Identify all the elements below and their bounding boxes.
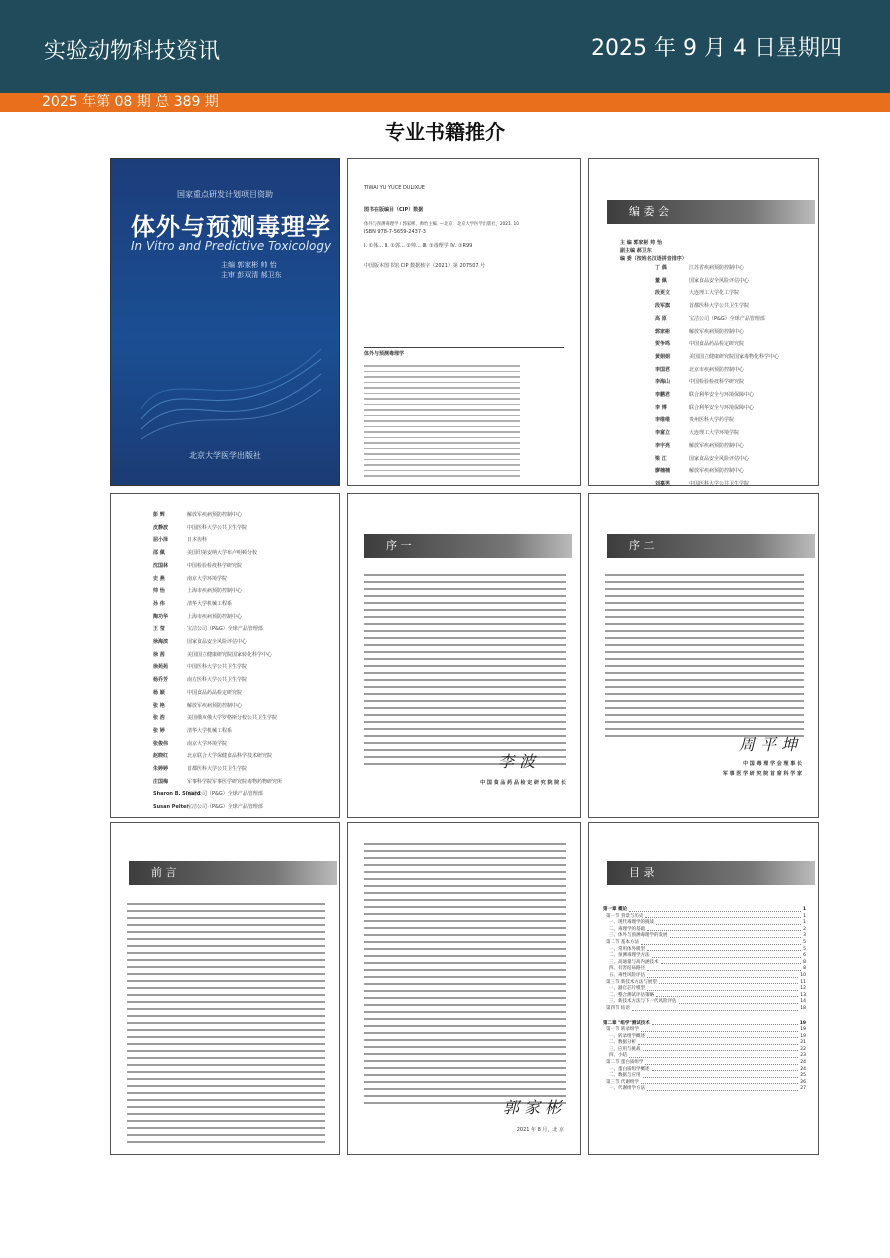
toc-entry-title: 三、新技术方法与下一代风险评估 (609, 999, 677, 1005)
toc-entry (603, 1060, 806, 1067)
foreword-date: 2021 年 8 月，北 京 (516, 1127, 564, 1133)
member-org: 中国检验检疫科学研究院 (689, 379, 745, 386)
toc-dot-leader (661, 960, 802, 965)
member-org: 国家食品安全风险评估中心 (689, 277, 750, 284)
member-name: 郭家彬 (655, 328, 671, 335)
member-org: 日本齿科 (187, 537, 208, 544)
toc-entry-page: 25 (800, 1073, 806, 1079)
toc-dot-leader (652, 1067, 799, 1072)
toc-dot-leader (638, 1040, 798, 1045)
member-org: 北京市疾病预防控制中心 (689, 366, 745, 373)
toc-entry-title: 二、毒理学的基础 (609, 926, 645, 932)
toc-entry-title: 第三节 新技术方法与展望 (606, 979, 657, 985)
publication-name: 实验动物科技资讯 (44, 39, 221, 64)
toc-entry-title: 一、现代毒理学的挑战 (609, 920, 654, 926)
toc-entry-page: 21 (800, 1040, 806, 1046)
toc-entry-page: 1 (803, 920, 806, 926)
toc-entry-title: 二、预测毒理学方法 (609, 953, 650, 959)
toc-entry-title: 第四节 结语 (606, 1005, 630, 1011)
toc-entry-title: 第二节 蛋白质组学 (606, 1060, 644, 1066)
member-name: 高 原 (655, 315, 667, 322)
member-name: 段更文 (655, 290, 671, 297)
foreword-heading: 前 言 (129, 861, 337, 885)
toc-entry (603, 907, 806, 914)
isbn: ISBN 978-7-5659-2437-3 (364, 229, 426, 235)
member-name: 徐海滨 (153, 639, 169, 646)
toc-entry-title: 第一章 概论 (603, 907, 628, 912)
toc-dot-leader (643, 1073, 799, 1078)
chief-editors: 主 编 郭家彬 帅 怡 (620, 240, 662, 246)
toc-entry (603, 1027, 806, 1034)
roster-row (153, 611, 282, 624)
toc-entry-title: 第一节 转录组学 (606, 1027, 639, 1033)
member-name: Susan Pelter (153, 804, 189, 811)
roster-row (153, 763, 282, 776)
roster-row (153, 547, 282, 560)
member-name: 贺争鸣 (655, 341, 671, 348)
member-org: 美国印第安纳大学布卢明顿分校 (187, 550, 258, 557)
toc-entry-page: 8 (803, 959, 806, 965)
toc-entry-title: 一、代谢组学方法 (609, 1086, 645, 1092)
member-org: 宝洁公司（P&G）全球产品管理部 (187, 791, 263, 798)
toc-entry-title: 四、小结 (609, 1053, 627, 1059)
member-org: 中国医科大学公共卫生学院 (187, 664, 248, 671)
member-name: 朱婷婷 (153, 766, 169, 773)
toc-entry (603, 1006, 806, 1013)
roster-row (153, 725, 282, 738)
toc-dot-leader (652, 953, 802, 958)
member-org: 南京大学环境学院 (187, 740, 228, 747)
roster-row (153, 687, 282, 700)
member-name: 史 燕 (153, 575, 165, 582)
book-pinyin: TIWAI YU YUCE DULIXUE (364, 185, 425, 191)
toc-entry-title: 五、毒性风险评估 (609, 972, 645, 978)
member-name: 彭 辉 (153, 512, 165, 518)
member-org: 解放军疾病预防控制中心 (689, 328, 745, 335)
member-org: 国家食品安全风险评估中心 (187, 639, 248, 646)
member-name: 段军旗 (655, 303, 671, 310)
roster-row (655, 402, 779, 415)
roster-row (153, 750, 282, 763)
toc-dot-leader (647, 927, 801, 932)
member-name: 黄娟娟 (655, 353, 671, 360)
roster-row (153, 560, 282, 573)
toc-dot-leader (647, 1086, 798, 1091)
toc-dot-leader (629, 907, 801, 912)
toc-dot-leader (645, 1060, 798, 1065)
toc-entry-page: 1 (803, 913, 806, 919)
member-org: 南京大学环境学院 (187, 575, 228, 582)
toc-dot-leader (641, 940, 801, 945)
book-name: 体外与预测毒理学 (364, 351, 405, 357)
roster-row (655, 478, 779, 491)
toc-dot-leader (659, 980, 798, 985)
preface-two-affiliation-1: 中 国 毒 理 学 会 理 事 长 (743, 761, 802, 767)
member-name: 孙 伟 (153, 600, 165, 607)
toc-entry (603, 940, 806, 947)
toc-entry-page: 2 (803, 926, 806, 932)
roster-row (655, 351, 779, 364)
toc-entry (603, 1040, 806, 1047)
toc-entry-page: 19 (799, 1020, 806, 1026)
roster-row (153, 509, 282, 522)
editorial-board-heading: 编 委 会 (607, 200, 815, 224)
member-name: 李维维 (655, 417, 671, 424)
member-name: 徐 茜 (153, 651, 165, 658)
member-name: 皮静波 (153, 524, 169, 531)
member-org: 美国国立健康研究院国家转化科学中心 (187, 651, 273, 658)
member-name: 刘嘉男 (655, 480, 671, 487)
toc-entry-page: 22 (800, 1046, 806, 1052)
member-org: 联合利华安全与环境保障中心 (689, 404, 755, 411)
member-name: 陶功华 (153, 613, 169, 620)
member-name: 丁 偶 (655, 265, 667, 271)
roster-row (153, 623, 282, 636)
member-name: 董 佩 (655, 277, 667, 284)
member-org: 大连理工大学环境学院 (689, 430, 740, 437)
toc-entry-title: 三、应用与挑战 (609, 1046, 641, 1052)
toc-entry (603, 966, 806, 973)
foreword-continued-text (364, 843, 566, 1109)
toc-entry-page: 5 (803, 939, 806, 945)
roster-row (655, 313, 779, 326)
cip-heading: 图书在版编目（CIP）数据 (364, 207, 424, 213)
toc-entry (603, 1073, 806, 1080)
toc-entry-title: 三、高通量与高内涵技术 (609, 959, 659, 965)
member-org: 北京联合大学保健食品科学技术研究院 (187, 753, 273, 760)
toc-entry-title: 四、有害结局路径 (609, 966, 645, 972)
roster-row (655, 300, 779, 313)
masthead (0, 0, 890, 93)
member-org: 中国食品药品检定研究院 (689, 341, 745, 348)
member-org: 首都医科大学公共卫生学院 (689, 303, 750, 310)
member-name: 王 莹 (153, 626, 165, 633)
roster-row (153, 522, 282, 535)
cover-wave-graphic (141, 329, 321, 449)
toc-entry (603, 986, 806, 993)
member-name: 李 博 (655, 404, 667, 411)
roster-row (655, 275, 779, 288)
toc-entry-page: 27 (800, 1086, 806, 1092)
member-org: 上海市疾病预防控制中心 (187, 613, 243, 620)
contents-list (603, 907, 806, 1093)
member-org: 上海市疾病预防控制中心 (187, 588, 243, 595)
foreword-signature: 郭 家 彬 (503, 1098, 562, 1117)
member-org: 大连理工大学化工学院 (689, 290, 740, 297)
toc-entry-page: 13 (800, 992, 806, 998)
toc-entry-title: 一、转录组学概述 (609, 1033, 645, 1039)
roster-row (153, 573, 282, 586)
preface-two-signature: 周 平 坤 (739, 735, 798, 754)
member-name: 李宇亮 (655, 442, 671, 449)
member-org: 中国食品药品检定研究院 (187, 689, 243, 696)
preface-one-page (347, 493, 581, 818)
member-org: 宝洁公司（P&G）全球产品管理部 (187, 626, 263, 633)
roster-row (153, 585, 282, 598)
member-name: 李海山 (655, 379, 671, 386)
roster-row (655, 262, 779, 275)
cip-number: 中国版本图书馆 CIP 数据核字（2021）第 207507 号 (364, 263, 486, 269)
toc-entry-page: 24 (800, 1060, 806, 1066)
toc-dot-leader (629, 1053, 798, 1058)
roster-row (655, 364, 779, 377)
cip-body: 体外与预测毒理学 / 郭家彬，帅怡主编. —北京：北京大学医学出版社，2021. 10 (364, 222, 519, 227)
roster-continued-page (110, 493, 340, 818)
toc-entry-page: 11 (800, 979, 806, 985)
toc-dot-leader (652, 1021, 798, 1026)
roster-row (153, 801, 282, 814)
member-name: 帅 怡 (153, 588, 165, 595)
cover-subtitle: In Vitro and Predictive Toxicology (131, 239, 332, 253)
member-name: 徐苑苑 (153, 664, 169, 671)
toc-dot-leader (656, 920, 801, 925)
member-org: 南方医科大学公共卫生学院 (187, 677, 248, 684)
member-org: 贵州医科大学药学院 (689, 417, 735, 424)
preface-one-text (364, 574, 566, 770)
toc-entry-page: 3 (803, 933, 806, 939)
toc-entry-page: 1 (802, 907, 806, 912)
roster-row (655, 440, 779, 453)
roster-row (655, 427, 779, 440)
toc-dot-leader (641, 1027, 798, 1032)
member-org: 军事科学院军事医学研究院毒物药物研究所 (187, 778, 283, 785)
toc-entry (603, 920, 806, 927)
member-org: 美国俄亥俄大学罗格斯分校公共卫生学院 (187, 715, 278, 722)
roster-row (153, 788, 282, 801)
preface-one-signature: 李 波 (498, 752, 536, 771)
book-cover (110, 158, 340, 486)
member-name: 庄国梅 (153, 778, 169, 785)
roster-row (153, 598, 282, 611)
member-org: 美国国立健康研究院国家毒物化科学中心 (689, 353, 780, 360)
copyright-page (347, 158, 581, 486)
member-name: 杨 颖 (153, 689, 165, 696)
roster-row (655, 376, 779, 389)
editorial-board-page (588, 158, 819, 486)
member-name: 赵晓红 (153, 753, 169, 760)
member-name: 张 艳 (153, 702, 165, 709)
foreword-page (110, 822, 340, 1155)
toc-entry (603, 999, 806, 1006)
roster-row (153, 649, 282, 662)
member-name: 张 浩 (153, 715, 165, 722)
toc-entry-title: 一、蛋白质组学概述 (609, 1066, 650, 1072)
member-org: 联合利华安全与环境保障中心 (689, 392, 755, 399)
cover-program: 国家重点研发计划项目资助 (177, 190, 273, 199)
issue-bar (0, 93, 890, 112)
member-org: 江苏省疾病预防控制中心 (689, 265, 745, 271)
divider (364, 347, 564, 348)
toc-entry (603, 1086, 806, 1093)
member-org: 国家食品安全风险评估中心 (689, 455, 750, 462)
toc-dot-leader (645, 914, 801, 919)
toc-dot-leader (656, 993, 798, 998)
toc-entry (603, 953, 806, 960)
member-org: 宝洁公司（P&G）全球产品管理部 (187, 804, 263, 811)
member-name: 梁 江 (655, 455, 667, 462)
member-org: 清华大学机械工程系 (187, 600, 233, 607)
toc-entry-page: 26 (800, 1079, 806, 1085)
cover-editors: 主编 郭家彬 帅 怡 (221, 261, 277, 269)
roster-continued-list (153, 509, 282, 814)
section-title: 专业书籍推介 (385, 120, 505, 144)
member-org: 解放军疾病预防控制中心 (187, 512, 243, 518)
roster-row (153, 661, 282, 674)
toc-dot-leader (647, 966, 801, 971)
member-org: 中国医科大学公共卫生学院 (187, 524, 248, 531)
member-name: 李鹏君 (655, 392, 671, 399)
member-name: 廖楠楠 (655, 468, 671, 475)
toc-entry-title: 第三节 代谢组学 (606, 1079, 639, 1085)
contents-page (588, 822, 819, 1155)
roster-row (655, 465, 779, 478)
toc-entry-title: 第一节 背景与历史 (606, 913, 644, 919)
member-org: 宝洁公司（P&G）全球产品管理部 (689, 315, 765, 322)
cip-class: Ⅰ. ①体… Ⅱ. ①郭… ②帅… Ⅲ. ①毒理学 Ⅳ. ①R99 (364, 243, 473, 249)
toc-entry-page: 23 (800, 1053, 806, 1059)
roster-row (153, 776, 282, 789)
member-org: 清华大学机械工程系 (187, 727, 233, 734)
foreword-text (127, 903, 325, 1148)
roster-row (153, 636, 282, 649)
toc-entry-title: 一、器官芯片模型 (609, 986, 645, 992)
toc-dot-leader (670, 933, 802, 938)
member-name: 沈国林 (153, 562, 169, 569)
roster-row (153, 700, 282, 713)
member-org: 首都医科大学公共卫生学院 (187, 766, 248, 773)
member-name: 邵 佩 (153, 550, 165, 557)
issue-number: 2025 年第 08 期 总 389 期 (42, 94, 219, 110)
cover-publisher: 北京大学医学出版社 (189, 451, 261, 460)
toc-entry-page: 10 (800, 972, 806, 978)
preface-one-heading: 序 一 (364, 534, 572, 558)
roster-row (153, 674, 282, 687)
toc-entry-page: 19 (800, 1033, 806, 1039)
toc-entry-page: 18 (800, 1005, 806, 1011)
cover-title: 体外与预测毒理学 (131, 213, 331, 241)
member-org: 解放军疾病预防控制中心 (689, 468, 745, 475)
toc-dot-leader (641, 1080, 798, 1085)
member-name: 张 婷 (153, 727, 165, 734)
toc-entry-page: 19 (800, 1027, 806, 1033)
member-name: 屈小泽 (153, 537, 169, 544)
member-name: 杨乔芳 (153, 677, 169, 684)
member-name: 张俊伟 (153, 740, 169, 747)
toc-dot-leader (643, 1047, 799, 1052)
toc-dot-leader (647, 1034, 798, 1039)
toc-entry (603, 933, 806, 940)
publication-date: 2025 年 9 月 4 日星期四 (591, 36, 842, 61)
toc-entry (603, 973, 806, 980)
roster-row (655, 414, 779, 427)
member-org: 解放军疾病预防控制中心 (187, 702, 243, 709)
toc-entry (603, 1047, 806, 1054)
contents-heading: 目 录 (607, 861, 815, 885)
toc-entry-page: 24 (800, 1066, 806, 1072)
cover-reviewers: 主审 彭双清 郝卫东 (221, 271, 282, 279)
member-name: Sharon B. Sinard (153, 791, 201, 798)
member-name: 李国君 (655, 366, 671, 373)
toc-entry-page: 6 (803, 953, 806, 959)
preface-one-affiliation: 中 国 食 品 药 品 检 定 研 究 院 院 长 (480, 780, 566, 786)
preface-two-affiliation-2: 军 事 医 学 研 究 院 首 席 科 学 家 (722, 771, 802, 777)
toc-dot-leader (632, 1006, 798, 1011)
roster-row (655, 453, 779, 466)
member-name: 李富立 (655, 430, 671, 437)
editorial-board-list (655, 262, 779, 516)
deputy-editor: 副主编 郝卫东 (620, 248, 652, 254)
roster-row (655, 287, 779, 300)
toc-entry-title: 第二章 "组学"测试技术 (603, 1020, 650, 1026)
toc-entry-page: 8 (803, 966, 806, 972)
toc-entry-page: 14 (800, 999, 806, 1005)
toc-dot-leader (647, 986, 798, 991)
member-org: 中国医科大学公共卫生学院 (689, 480, 750, 487)
member-org: 中国检验检疫科学研究院 (187, 562, 243, 569)
toc-dot-leader (647, 973, 798, 978)
toc-entry-page: 12 (800, 986, 806, 992)
member-org: 解放军疾病预防控制中心 (689, 442, 745, 449)
imprint-lines (364, 365, 520, 481)
preface-two-heading: 序 二 (607, 534, 815, 558)
toc-entry-title: 二、数据分析 (609, 1040, 636, 1046)
toc-entry-title: 二、整合测试评估策略 (609, 992, 654, 998)
roster-row (655, 338, 779, 351)
foreword-continued-page (347, 822, 581, 1155)
roster-row (153, 738, 282, 751)
toc-entry-title: 一、常用体外模型 (609, 946, 645, 952)
toc-dot-leader (679, 999, 799, 1004)
roster-row (655, 389, 779, 402)
members-label: 编 委（按姓名汉语拼音排序） (620, 256, 687, 262)
toc-entry-page: 5 (803, 946, 806, 952)
toc-dot-leader (647, 947, 801, 952)
preface-two-page (588, 493, 819, 818)
roster-row (655, 326, 779, 339)
toc-entry-title: 二、数据与应用 (609, 1073, 641, 1079)
roster-row (153, 534, 282, 547)
roster-row (153, 712, 282, 725)
toc-entry-title: 三、体外与预测毒理学的发展 (609, 933, 668, 939)
toc-entry-title: 第二节 基本方法 (606, 939, 639, 945)
preface-two-text (605, 574, 804, 742)
